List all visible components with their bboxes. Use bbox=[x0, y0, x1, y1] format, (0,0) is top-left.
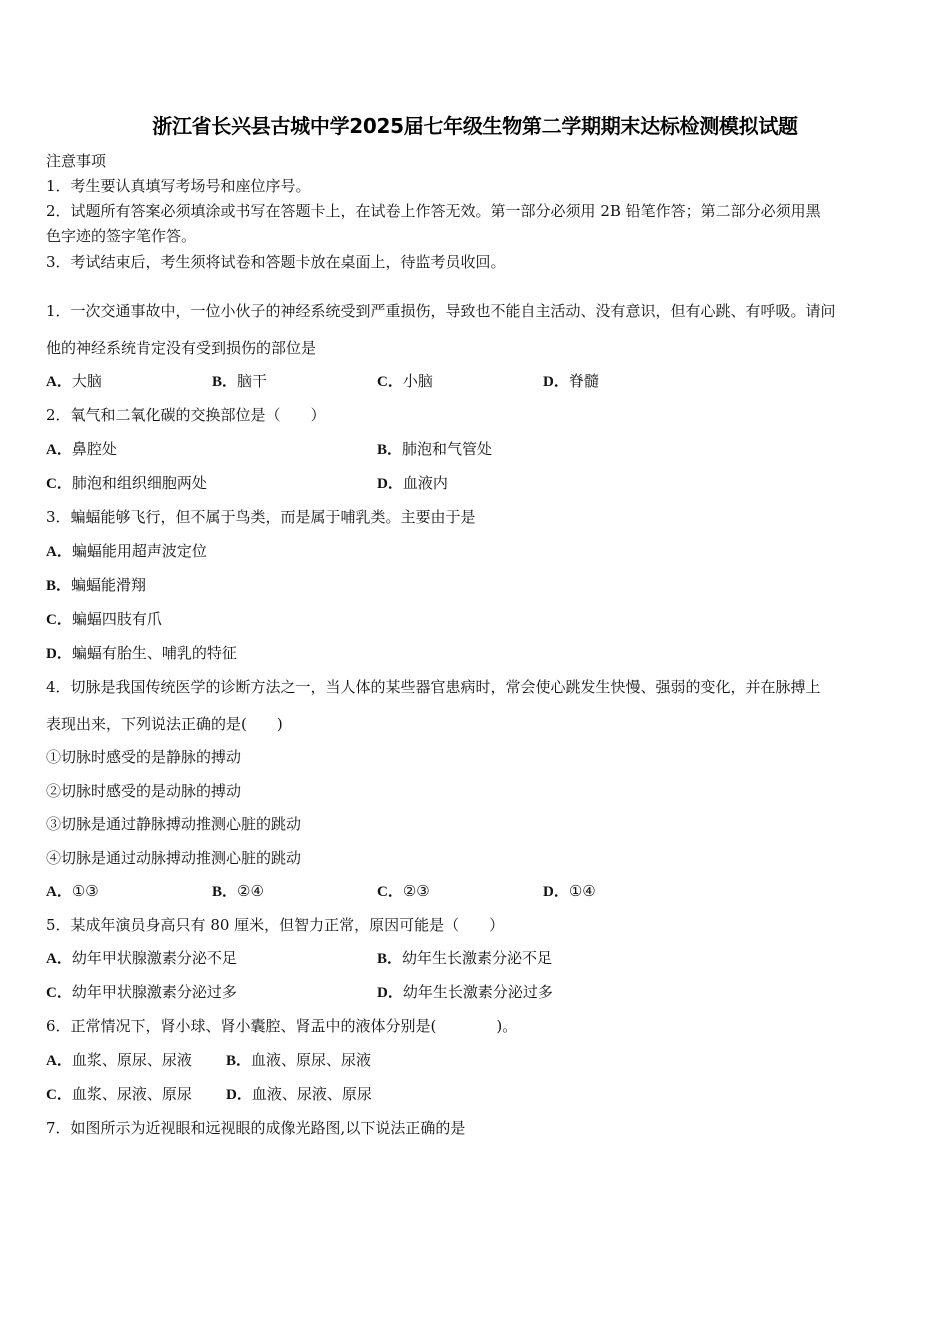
question-5-stem: 5．某成年演员身高只有 80 厘米，但智力正常，原因可能是（ ） bbox=[46, 916, 505, 934]
question-5-option-b: B．幼年生长激素分泌不足 bbox=[377, 949, 553, 967]
question-1-stem: 他的神经系统肯定没有受到损伤的部位是 bbox=[46, 339, 317, 357]
question-3-option-a: A．蝙蝠能用超声波定位 bbox=[46, 542, 207, 560]
question-4-statement: ③切脉是通过静脉搏动推测心脏的跳动 bbox=[46, 815, 302, 833]
question-2-option-b: B．肺泡和气管处 bbox=[377, 440, 493, 458]
question-6-option-d: D．血液、尿液、原尿 bbox=[226, 1085, 372, 1103]
question-6-option-c: C．血浆、尿液、原尿 bbox=[46, 1085, 192, 1103]
question-6-option-a: A．血浆、原尿、尿液 bbox=[46, 1051, 192, 1069]
notice-item: 色字迹的签字笔作答。 bbox=[46, 227, 197, 245]
notice-heading: 注意事项 bbox=[46, 152, 107, 170]
question-4-option-c: C．②③ bbox=[377, 882, 430, 900]
document-title: 浙江省长兴县古城中学2025届七年级生物第二学期期末达标检测模拟试题 bbox=[152, 114, 798, 138]
question-2-option-c: C．肺泡和组织细胞两处 bbox=[46, 474, 207, 492]
question-1-option-b: B．脑干 bbox=[212, 372, 268, 390]
question-1-stem: 1．一次交通事故中，一位小伙子的神经系统受到严重损伤，导致也不能自主活动、没有意识，但有心跳、有呼吸。请问 bbox=[46, 302, 836, 320]
question-1-option-a: A．大脑 bbox=[46, 372, 102, 390]
question-3-stem: 3．蝙蝠能够飞行，但不属于鸟类，而是属于哺乳类。主要由于是 bbox=[46, 508, 476, 526]
notice-item: 1．考生要认真填写考场号和座位序号。 bbox=[46, 177, 311, 195]
notice-item: 2．试题所有答案必须填涂或书写在答题卡上，在试卷上作答无效。第一部分必须用 2B 铅笔作答；第二部分必须用黑 bbox=[46, 202, 821, 220]
question-4-option-b: B．②④ bbox=[212, 882, 264, 900]
question-2-stem: 2．氧气和二氧化碳的交换部位是（ ） bbox=[46, 406, 326, 424]
question-4-statement: ④切脉是通过动脉搏动推测心脏的跳动 bbox=[46, 849, 302, 867]
question-1-option-c: C．小脑 bbox=[377, 372, 433, 390]
question-5-option-a: A．幼年甲状腺激素分泌不足 bbox=[46, 949, 237, 967]
question-4-option-d: D．①④ bbox=[543, 882, 596, 900]
question-1-option-d: D．脊髓 bbox=[543, 372, 599, 390]
question-6-stem: 6．正常情况下，肾小球、肾小囊腔、肾盂中的液体分别是( )。 bbox=[46, 1017, 518, 1035]
question-5-option-c: C．幼年甲状腺激素分泌过多 bbox=[46, 983, 237, 1001]
question-4-stem: 表现出来，下列说法正确的是( ) bbox=[46, 715, 283, 733]
question-4-stem: 4．切脉是我国传统医学的诊断方法之一，当人体的某些器官患病时，常会使心跳发生快慢、强弱的变化，并在脉搏上 bbox=[46, 678, 821, 696]
question-3-option-d: D．蝙蝠有胎生、哺乳的特征 bbox=[46, 644, 237, 662]
question-3-option-b: B．蝙蝠能滑翔 bbox=[46, 576, 147, 594]
question-2-option-a: A．鼻腔处 bbox=[46, 440, 117, 458]
question-4-statement: ②切脉时感受的是动脉的搏动 bbox=[46, 782, 242, 800]
question-6-option-b: B．血液、原尿、尿液 bbox=[226, 1051, 372, 1069]
question-7-stem: 7．如图所示为近视眼和远视眼的成像光路图,以下说法正确的是 bbox=[46, 1119, 466, 1137]
question-5-option-d: D．幼年生长激素分泌过多 bbox=[377, 983, 553, 1001]
question-3-option-c: C．蝙蝠四肢有爪 bbox=[46, 610, 162, 628]
question-2-option-d: D．血液内 bbox=[377, 474, 448, 492]
question-4-option-a: A．①③ bbox=[46, 882, 99, 900]
notice-item: 3．考试结束后，考生须将试卷和答题卡放在桌面上，待监考员收回。 bbox=[46, 253, 506, 271]
question-4-statement: ①切脉时感受的是静脉的搏动 bbox=[46, 748, 242, 766]
